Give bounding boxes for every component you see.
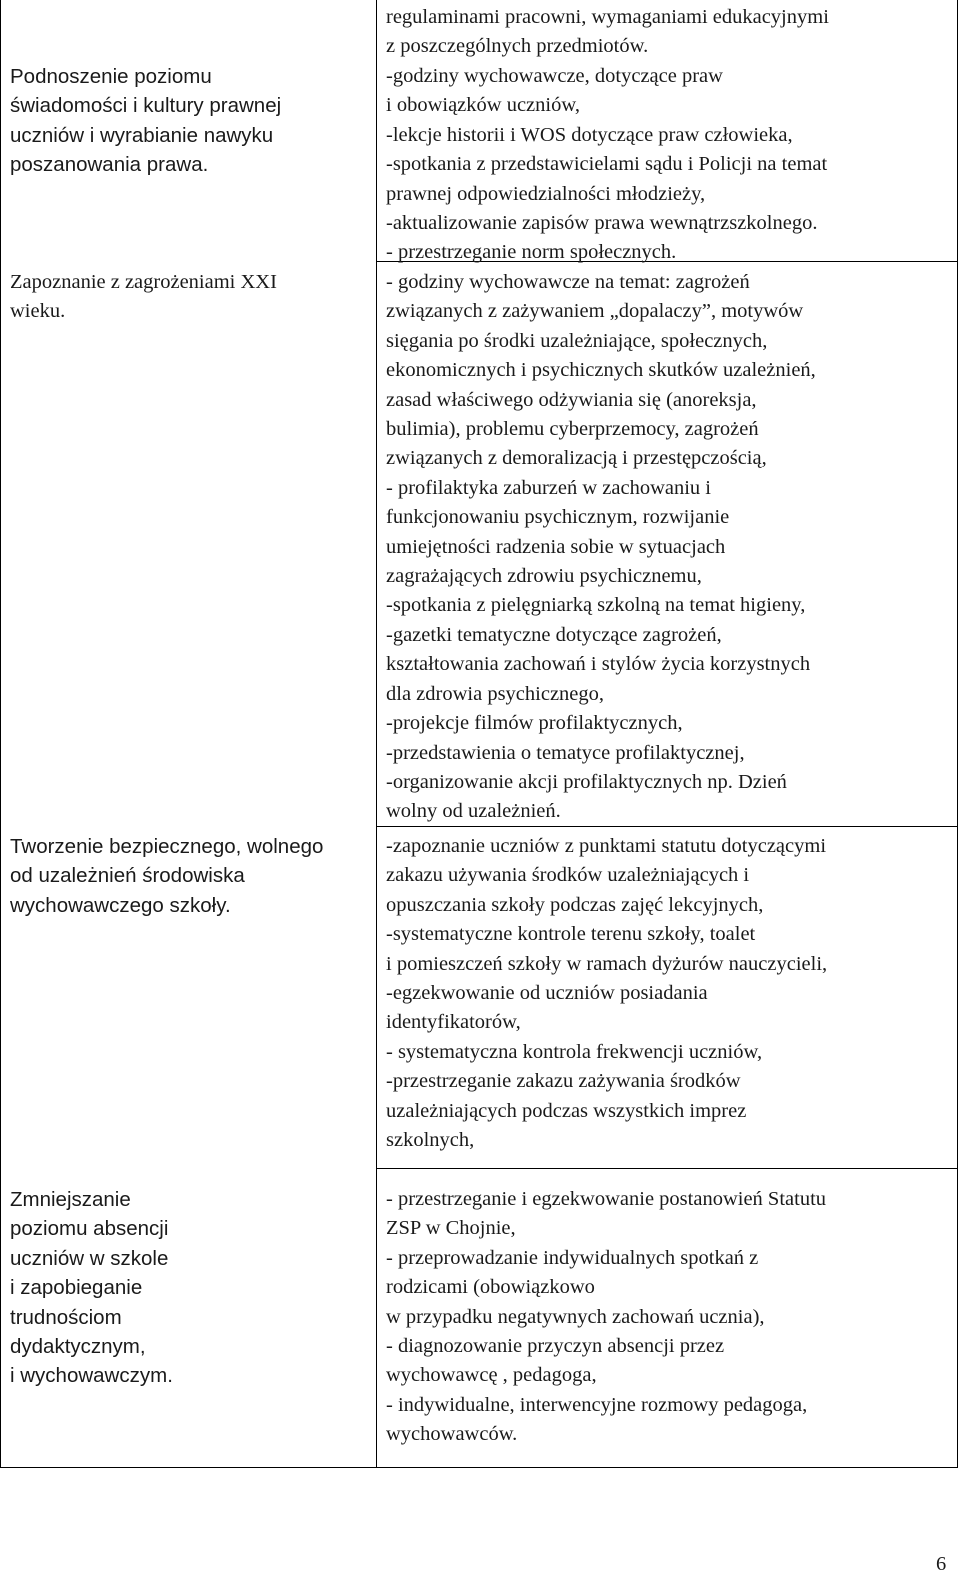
table-cell-goal: Zapoznanie z zagrożeniami XXI wieku. xyxy=(10,271,277,323)
table-cell-actions: - godziny wychowawcze na temat: zagrożeń związanych z zażywaniem „dopalaczy”, motywów sięgania po środki uzależniające, społecznych, ekonomicznych i psychicznych skutków uzależnień, zasad właściwego odżywiania się (anoreksja, bulimia), problemu cyberprzemocy, zagrożeń związanych z demoralizacją i przestępczością, - profilaktyka zaburzeń w zachowaniu i funkcjonowaniu psychicznym, rozwijanie umiejętności radzenia sobie w sytuacjach zagrażających zdrowiu psychicznemu, -spotkania z pielęgniarką szkolną na temat higieny, -gazetki tematyczne dotyczące zagrożeń, kształtowania zachowań i stylów życia korzystnych dla zdrowia psychicznego, -projekcje filmów profilaktycznych, -przedstawienia o tematyce profilaktycznej, -organizowanie akcji profilaktycznych np. Dzień wolny od uzależnień. xyxy=(386,271,816,823)
table-cell-actions: - przestrzeganie i egzekwowanie postanowień Statutu ZSP w Chojnie, - przeprowadzanie indywidualnych spotkań z rodzicami (obowiązkowo w przypadku negatywnych zachowań ucznia), - diagnozowanie przyczyn absencji przez wychowawcę , pedagoga, - indywidualne, interwencyjne rozmowy pedagoga, wychowawców. xyxy=(386,1188,827,1446)
page-number: 6 xyxy=(936,1553,947,1575)
column-divider xyxy=(376,0,377,1467)
table-cell-goal: Podnoszenie poziomu świadomości i kultury prawnej uczniów i wyrabianie nawyku poszanowania prawa. xyxy=(10,65,282,177)
table-cell-goal: Zmniejszanie poziomu absencji uczniów w szkole i zapobieganie trudnościom dydaktycznym, i wychowawczym. xyxy=(10,1188,173,1388)
row-separator xyxy=(376,1168,957,1169)
table-cell-actions: -zapoznanie uczniów z punktami statutu dotyczącymi zakazu używania środków uzależniających i opuszczania szkoły podczas zajęć lekcyjnych, -systematyczne kontrole terenu szkoły, toalet i pomieszczeń szkoły w ramach dyżurów nauczycieli, -egzekwowanie od uczniów posiadania identyfikatorów, - systematyczna kontrola frekwencji uczniów, -przestrzeganie zakazu zażywania środków uzależniających podczas wszystkich imprez szkolnych, xyxy=(386,835,828,1152)
table-cell-actions: regulaminami pracowni, wymaganiami edukacyjnymi z poszczególnych przedmiotów. xyxy=(386,6,829,58)
table-cell-goal: Tworzenie bezpiecznego, wolnego od uzależnień środowiska wychowawczego szkoły. xyxy=(10,835,324,917)
table-cell-actions: -godziny wychowawcze, dotyczące praw i obowiązków uczniów, -lekcje historii i WOS dotyczące praw człowieka, -spotkania z przedstawicielami sądu i Policji na temat prawnej odpowiedzialności młodzieży, -aktualizowanie zapisów prawa wewnątrzszkolnego. - przestrzeganie norm społecznych. xyxy=(386,65,828,264)
